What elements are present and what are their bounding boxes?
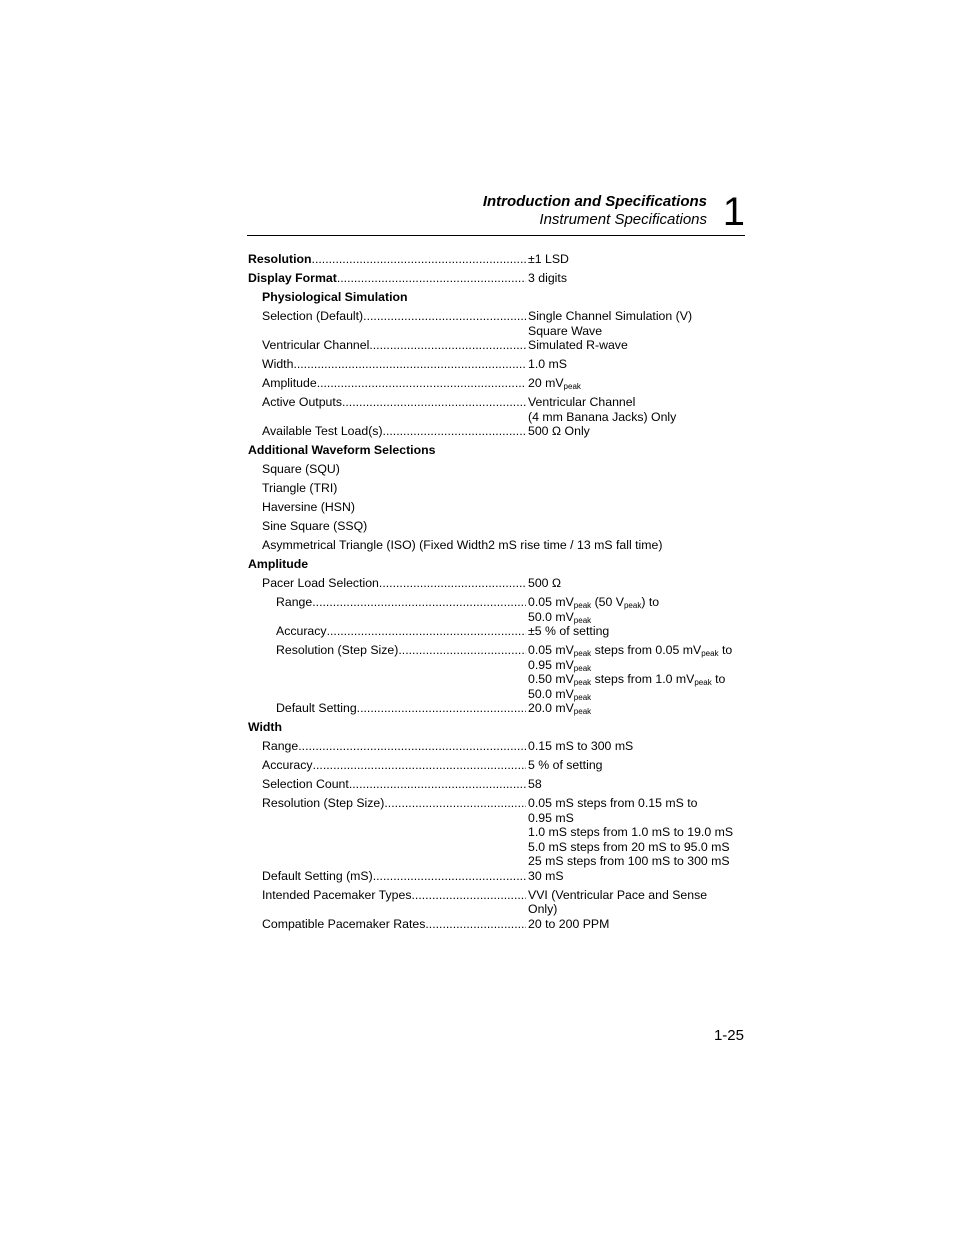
value-text: (50 V — [591, 595, 624, 609]
value-text: 0.95 mV — [528, 657, 574, 672]
spec-row — [248, 869, 748, 888]
dot-leader — [411, 888, 526, 917]
spec-label — [248, 595, 528, 624]
spec-label-text: Default Setting (mS) — [262, 868, 373, 883]
dot-leader — [327, 624, 526, 643]
value-subscript: peak — [694, 678, 712, 687]
spec-label — [248, 424, 528, 443]
spec-label-text: Display Format — [248, 271, 337, 285]
spec-label — [248, 624, 528, 643]
spec-list-item — [248, 519, 748, 538]
dot-leader — [369, 338, 526, 357]
value-text: 0.05 mV — [528, 643, 574, 657]
spec-row — [248, 643, 748, 701]
spec-row — [248, 376, 748, 395]
dot-leader — [312, 595, 526, 624]
spec-value-line — [528, 309, 748, 324]
value-subscript: peak — [623, 601, 642, 610]
value-subscript: peak — [573, 615, 592, 625]
value-text: ±1 LSD — [528, 252, 569, 266]
spec-value-line — [528, 796, 748, 811]
spec-list-item — [248, 462, 748, 481]
value-text: 5 % of setting — [528, 758, 603, 772]
spec-value-line — [528, 888, 748, 903]
spec-section-heading — [248, 290, 748, 309]
spec-row — [248, 624, 748, 643]
spec-row — [248, 739, 748, 758]
chapter-title: Introduction and Specifications — [482, 193, 707, 210]
dot-leader — [384, 796, 526, 869]
dot-leader — [398, 643, 526, 701]
value-text: 0.50 mV — [528, 672, 574, 686]
spec-value — [528, 869, 748, 888]
spec-value-line — [528, 825, 748, 840]
spec-section-heading — [248, 720, 748, 739]
value-text: 20.0 mV — [528, 701, 574, 715]
value-text: 20 to 200 PPM — [528, 916, 610, 931]
spec-label — [248, 376, 528, 395]
spec-row — [248, 758, 748, 777]
value-text: ) to — [641, 595, 660, 609]
value-text: 5.0 mS steps from 20 mS to 95.0 mS — [528, 839, 730, 854]
spec-value-line — [528, 687, 748, 702]
spec-label-text: Available Test Load(s) — [262, 424, 383, 438]
spec-list — [248, 252, 748, 936]
section-heading-text: Additional Waveform Selections — [248, 443, 436, 457]
value-text: Ventricular Channel — [528, 395, 636, 409]
spec-row — [248, 701, 748, 720]
spec-list-item — [248, 481, 748, 500]
spec-value — [528, 595, 748, 624]
dot-leader — [293, 357, 526, 376]
spec-label-text: Selection (Default) — [262, 309, 364, 323]
spec-value-line — [528, 917, 748, 932]
value-text: 50.0 mV — [528, 609, 574, 624]
value-subscript: peak — [573, 649, 592, 658]
spec-row — [248, 777, 748, 796]
value-text: to — [711, 672, 726, 686]
spec-value — [528, 424, 748, 443]
spec-value — [528, 739, 748, 758]
spec-row — [248, 917, 748, 936]
page-number: 1-25 — [713, 1027, 744, 1044]
value-text: 50.0 mV — [528, 686, 574, 701]
spec-row — [248, 796, 748, 869]
list-item-text: Asymmetrical Triangle (ISO) (Fixed Width2 mS rise time / 13 mS fall time) — [262, 538, 663, 552]
spec-value-line — [528, 840, 748, 855]
value-subscript: peak — [573, 707, 592, 716]
value-text: 500 Ω — [528, 576, 562, 590]
spec-value-line — [528, 324, 748, 339]
spec-label — [248, 917, 528, 936]
dot-leader — [349, 777, 526, 796]
spec-label-text: Ventricular Channel — [262, 338, 370, 352]
spec-row — [248, 338, 748, 357]
spec-label-text: Intended Pacemaker Types — [262, 887, 412, 902]
spec-label — [248, 395, 528, 424]
list-item-text: Square (SQU) — [262, 462, 340, 476]
value-text: 0.05 mS steps from 0.15 mS to — [528, 796, 698, 810]
spec-value-line — [528, 869, 748, 884]
value-text: Simulated R-wave — [528, 338, 628, 352]
dot-leader — [373, 869, 526, 888]
section-title: Instrument Specifications — [539, 211, 707, 228]
spec-value — [528, 917, 748, 936]
value-text: 0.15 mS to 300 mS — [528, 739, 634, 753]
spec-label — [248, 701, 528, 720]
spec-value — [528, 252, 748, 271]
spec-value-line — [528, 739, 748, 754]
spec-value — [528, 888, 748, 917]
dot-leader — [383, 424, 526, 443]
spec-row — [248, 888, 748, 917]
spec-label — [248, 252, 528, 271]
value-subscript: peak — [573, 601, 592, 610]
spec-value-line — [528, 701, 748, 716]
spec-row — [248, 252, 748, 271]
value-text: (4 mm Banana Jacks) Only — [528, 409, 677, 424]
spec-value-line — [528, 395, 748, 410]
dot-leader — [425, 917, 526, 936]
spec-value-line — [528, 902, 748, 917]
spec-label-text: Pacer Load Selection — [262, 576, 379, 590]
spec-label — [248, 338, 528, 357]
section-heading-text: Amplitude — [248, 557, 309, 571]
spec-label-text: Accuracy — [262, 758, 313, 772]
spec-label-text: Accuracy — [276, 624, 327, 638]
spec-label-text: Selection Count — [262, 777, 349, 791]
spec-value — [528, 701, 748, 720]
value-text: ±5 % of setting — [528, 624, 610, 638]
spec-value-line — [528, 854, 748, 869]
spec-value-line — [528, 271, 748, 286]
dot-leader — [298, 739, 526, 758]
spec-value-line — [528, 672, 748, 687]
spec-value — [528, 271, 748, 290]
value-subscript: peak — [701, 649, 719, 658]
page-header — [247, 190, 745, 236]
spec-label — [248, 271, 528, 290]
spec-value — [528, 796, 748, 869]
spec-value — [528, 576, 748, 595]
value-text: Only) — [528, 902, 558, 916]
spec-value — [528, 309, 748, 338]
spec-label — [248, 643, 528, 701]
list-item-text: Sine Square (SSQ) — [262, 519, 368, 533]
spec-value — [528, 624, 748, 643]
spec-label — [248, 796, 528, 869]
spec-value-line — [528, 338, 748, 353]
spec-value — [528, 758, 748, 777]
spec-label-text: Range — [276, 595, 313, 609]
spec-value-line — [528, 624, 748, 639]
value-text: steps from 1.0 mV — [591, 672, 695, 686]
spec-row — [248, 271, 748, 290]
dot-leader — [317, 376, 526, 395]
spec-value-line — [528, 376, 748, 391]
value-text: 500 Ω Only — [528, 424, 590, 438]
spec-value — [528, 643, 748, 701]
spec-list-item — [248, 538, 748, 557]
spec-label — [248, 777, 528, 796]
spec-row — [248, 309, 748, 338]
spec-value-line — [528, 424, 748, 439]
spec-list-item — [248, 500, 748, 519]
spec-value-line — [528, 658, 748, 673]
spec-label-text: Resolution — [248, 252, 312, 266]
spec-value-line — [528, 410, 748, 425]
section-heading-text: Physiological Simulation — [262, 290, 408, 304]
value-subscript: peak — [573, 678, 592, 687]
spec-label-text: Amplitude — [262, 376, 317, 390]
dot-leader — [357, 701, 526, 720]
spec-value-line — [528, 357, 748, 372]
spec-label-text: Resolution (Step Size) — [262, 796, 385, 810]
value-text: 20 mV — [528, 376, 564, 390]
value-text: 0.95 mS — [528, 810, 574, 825]
spec-label — [248, 758, 528, 777]
dot-leader — [337, 271, 526, 290]
value-text: 58 — [528, 777, 542, 791]
value-text: Square Wave — [528, 323, 603, 338]
spec-value-line — [528, 643, 748, 658]
spec-label — [248, 309, 528, 338]
spec-value-line — [528, 811, 748, 826]
spec-label-text: Resolution (Step Size) — [276, 643, 399, 657]
spec-value-line — [528, 576, 748, 591]
dot-leader — [312, 252, 526, 271]
chapter-number: 1 — [722, 190, 745, 234]
spec-row — [248, 424, 748, 443]
spec-value — [528, 395, 748, 424]
spec-label — [248, 869, 528, 888]
spec-value — [528, 376, 748, 395]
value-text: 1.0 mS steps from 1.0 mS to 19.0 mS — [528, 825, 734, 839]
spec-label-text: Range — [262, 739, 299, 753]
value-text: 3 digits — [528, 271, 567, 285]
spec-label-text: Width — [262, 357, 294, 371]
spec-value-line — [528, 595, 748, 610]
dot-leader — [363, 309, 526, 338]
list-item-text: Haversine (HSN) — [262, 500, 355, 514]
value-text: VVI (Ventricular Pace and Sense — [528, 887, 708, 902]
value-text: 1.0 mS — [528, 357, 567, 371]
value-subscript: peak — [573, 663, 592, 673]
value-text: 0.05 mV — [528, 595, 574, 609]
spec-value — [528, 777, 748, 796]
spec-value-line — [528, 252, 748, 267]
value-text: steps from 0.05 mV — [591, 643, 702, 657]
spec-label — [248, 888, 528, 917]
spec-label-text: Compatible Pacemaker Rates — [262, 916, 426, 931]
dot-leader — [313, 758, 526, 777]
spec-value-line — [528, 610, 748, 625]
list-item-text: Triangle (TRI) — [262, 481, 338, 495]
value-subscript: peak — [563, 382, 581, 391]
spec-label — [248, 357, 528, 376]
spec-label-text: Default Setting — [276, 701, 357, 715]
value-subscript: peak — [573, 692, 592, 702]
value-text: to — [718, 643, 733, 657]
spec-row — [248, 395, 748, 424]
spec-section-heading — [248, 557, 748, 576]
section-heading-text: Width — [248, 720, 283, 734]
spec-row — [248, 576, 748, 595]
value-text: 30 mS — [528, 868, 564, 883]
spec-row — [248, 595, 748, 624]
value-text: 25 mS steps from 100 mS to 300 mS — [528, 854, 730, 868]
spec-value-line — [528, 777, 748, 792]
spec-label-text: Active Outputs — [262, 395, 342, 409]
dot-leader — [379, 576, 526, 595]
spec-value-line — [528, 758, 748, 773]
spec-value — [528, 338, 748, 357]
spec-label — [248, 739, 528, 758]
value-text: Single Channel Simulation (V) — [528, 309, 693, 323]
spec-label — [248, 576, 528, 595]
spec-section-heading — [248, 443, 748, 462]
dot-leader — [342, 395, 526, 424]
spec-row — [248, 357, 748, 376]
spec-value — [528, 357, 748, 376]
